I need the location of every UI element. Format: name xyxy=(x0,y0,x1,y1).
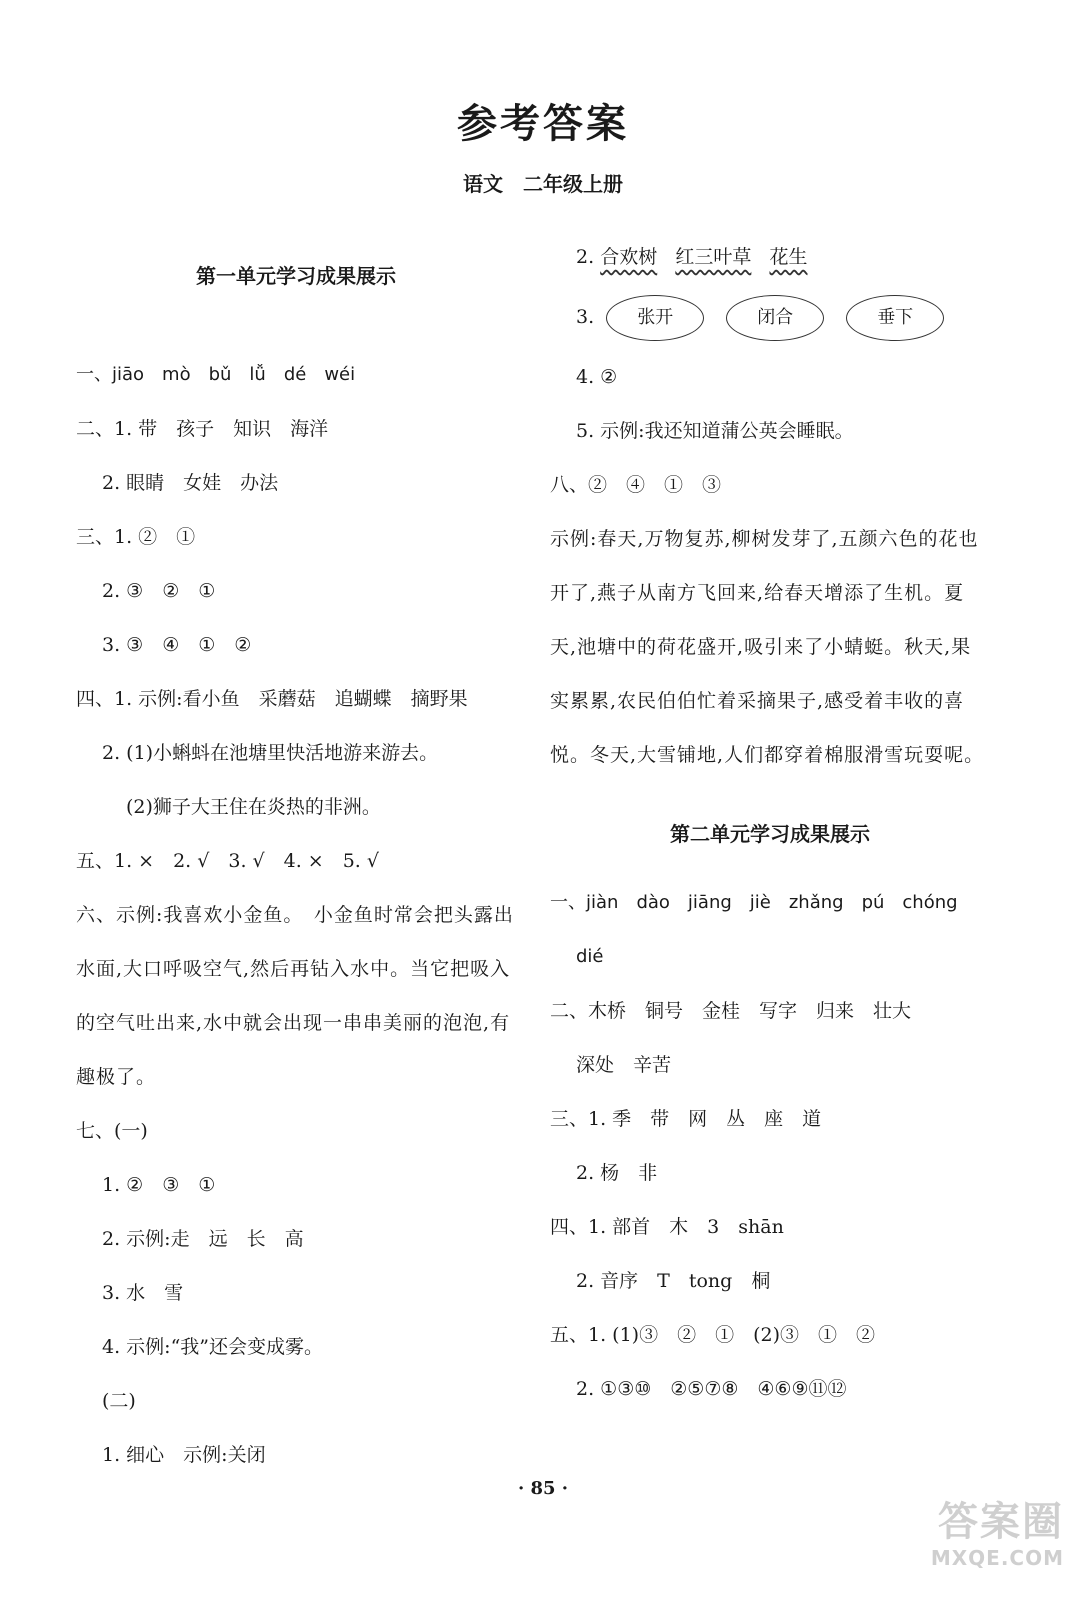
left-column xyxy=(76,230,516,1482)
answer-line: 五、1. × 2. √ 3. √ 4. × 5. √ xyxy=(76,850,379,872)
answer-line: 2. ①③⑩ ②⑤⑦⑧ ④⑥⑨⑪⑫ xyxy=(576,1378,847,1400)
answer-line: 2. 杨 非 xyxy=(576,1162,658,1184)
unit1-heading: 第一单元学习成果展示 xyxy=(196,264,396,288)
answer-paragraph-six: 六、示例:我喜欢小金鱼。 小金鱼时常会把头露出水面,大口呼吸空气,然后再钻入水中。当它把吸入的空气吐出来,水中就会出现一串串美丽的泡泡,有趣极了。 xyxy=(76,904,514,1088)
wavy-word: 花生 xyxy=(769,246,808,268)
answer-line: 2. (1)小蝌蚪在池塘里快活地游来游去。 xyxy=(102,742,439,764)
right-column xyxy=(550,230,990,1416)
answer-line: 一、jiāo mò bǔ lǚ dé wéi xyxy=(76,364,356,385)
oval-word: 垂下 xyxy=(846,295,944,341)
answer-line: 七、(一) xyxy=(76,1120,148,1142)
wavy-word: 合欢树 xyxy=(600,246,658,268)
answer-line: 2. 音序 T tong 桐 xyxy=(576,1270,771,1292)
unit2-heading: 第二单元学习成果展示 xyxy=(670,822,870,846)
answer-line-q2 xyxy=(550,230,990,284)
answer-line: 二、木桥 铜号 金桂 写字 归来 壮大 xyxy=(550,1000,912,1022)
answer-line: 四、1. 部首 木 3 shān xyxy=(550,1216,784,1238)
watermark-top: 答案圈 xyxy=(938,1499,1064,1545)
watermark-logo xyxy=(874,1498,1064,1578)
answer-line: 3. ③ ④ ① ② xyxy=(102,634,252,656)
answer-line: 4. ② xyxy=(576,366,618,388)
page-title: 参考答案 xyxy=(457,100,629,147)
answer-line: 五、1. (1)③ ② ① (2)③ ① ② xyxy=(550,1324,875,1346)
answer-line: (2)狮子大王住在炎热的非洲。 xyxy=(126,796,381,818)
answer-line: 八、② ④ ① ③ xyxy=(550,474,722,496)
page-number: · 85 · xyxy=(517,1478,569,1499)
answer-line: 三、1. ② ① xyxy=(76,526,196,548)
watermark-bottom: MXQE.COM xyxy=(930,1546,1064,1570)
answer-line: 2. 眼睛 女娃 办法 xyxy=(102,472,279,494)
answer-line: 一、jiàn dào jiāng jiè zhǎng pú chóng xyxy=(550,892,958,913)
oval-word: 张开 xyxy=(606,295,704,341)
wavy-word: 红三叶草 xyxy=(675,246,752,268)
answer-line: 二、1. 带 孩子 知识 海洋 xyxy=(76,418,329,440)
answer-line: 深处 辛苦 xyxy=(576,1054,672,1076)
answer-line: dié xyxy=(576,946,604,967)
answer-line: 1. 细心 示例:关闭 xyxy=(102,1444,266,1466)
answer-line: 2. ③ ② ① xyxy=(102,580,216,602)
page-subtitle: 语文 二年级上册 xyxy=(463,172,623,196)
answer-line: 1. ② ③ ① xyxy=(102,1174,216,1196)
answer-line: 四、1. 示例:看小鱼 采蘑菇 追蝴蝶 摘野果 xyxy=(76,688,468,710)
q2-prefix: 2. xyxy=(576,246,595,268)
answer-line: (二) xyxy=(102,1390,136,1412)
oval-word: 闭合 xyxy=(726,295,824,341)
answer-line: 2. 示例:走 远 长 高 xyxy=(102,1228,304,1250)
answer-line-q3 xyxy=(550,284,990,350)
answer-line: 3. 水 雪 xyxy=(102,1282,184,1304)
q3-prefix: 3. xyxy=(576,306,595,328)
answer-paragraph-eight: 示例:春天,万物复苏,柳树发芽了,五颜六色的花也开了,燕子从南方飞回来,给春天增添了生机。夏天,池塘中的荷花盛开,吸引来了小蜻蜓。秋天,果实累累,农民伯伯忙着采摘果子,感受着丰收的喜悦。冬天,大雪铺地,人们都穿着棉服滑雪玩耍呢。 xyxy=(550,528,985,766)
answer-line: 三、1. 季 带 网 丛 座 道 xyxy=(550,1108,822,1130)
answer-line: 5. 示例:我还知道蒲公英会睡眠。 xyxy=(576,420,854,442)
answer-line: 4. 示例:“我”还会变成雾。 xyxy=(102,1336,323,1358)
